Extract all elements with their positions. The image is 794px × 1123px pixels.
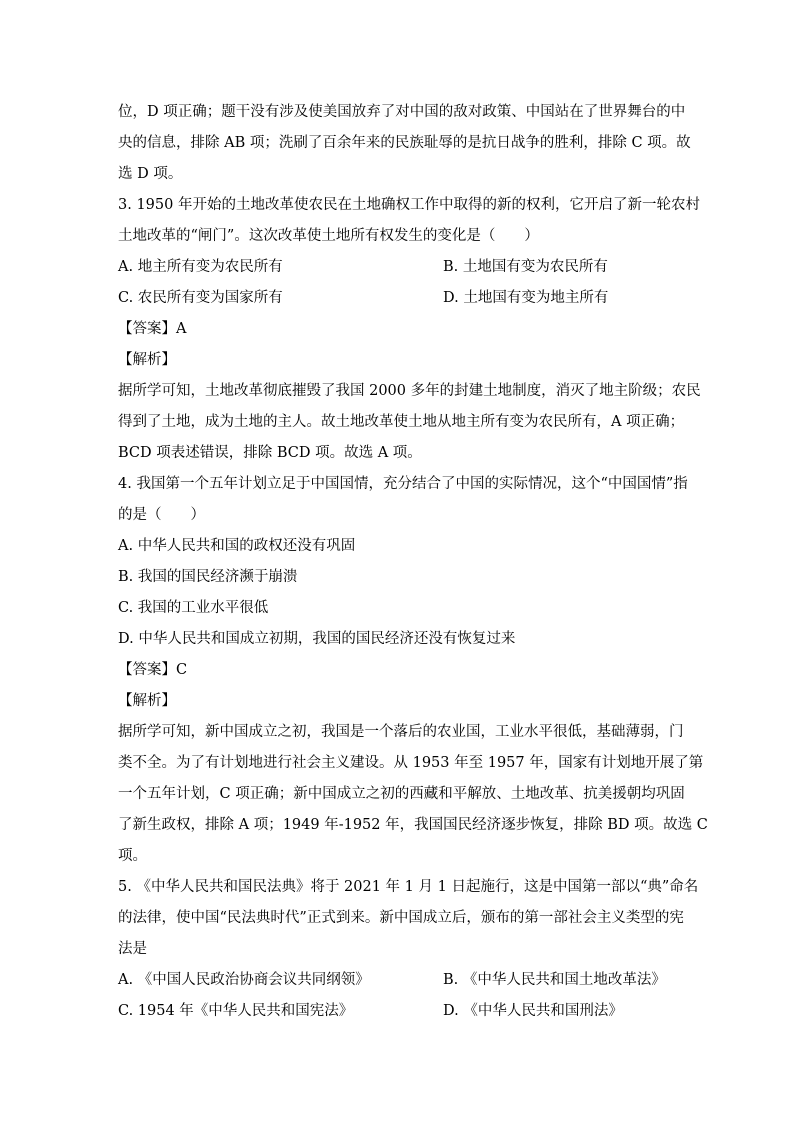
options-row [118,965,678,996]
options-row [118,283,678,314]
question-5 [118,872,699,1027]
analysis-label: 【解析】 [118,352,176,368]
analysis-line: 一个五年计划，C 项正确；新中国成立之初的西藏和平解放、土地改革、抗美援朝均巩固 [118,786,685,802]
question-stem-line: 4. 我国第一个五年计划立足于中国国情，充分结合了中国的实际情况，这个“中国国情”指 [118,476,688,492]
document-page [118,97,708,1027]
question-stem-line: 5. 《中华人民共和国民法典》将于 2021 年 1 月 1 日起施行，这是中国第一部以“典”命名 [118,879,699,895]
question-4 [118,469,708,872]
option-a: A. 中华人民共和国的政权还没有巩固 [118,538,356,554]
option-b: B. 我国的国民经济濒于崩溃 [118,569,298,585]
option-a: A. 《中国人民政治协商会议共同纲领》 [118,972,370,988]
question-stem-line: 土地改革的“闸门”。这次改革使土地所有权发生的变化是（ ） [118,228,539,244]
answer-label: 【答案】C [118,662,188,678]
option-b: B. 土地国有变为农民所有 [443,259,608,275]
answer-label: 【答案】A [118,321,187,337]
question-stem-line: 3. 1950 年开始的土地改革使农民在土地确权工作中取得的新的权利，它开启了新一轮农村 [118,197,700,213]
option-d: D. 土地国有变为地主所有 [443,290,609,306]
text-line: 选 D 项。 [118,166,183,182]
option-d: D. 中华人民共和国成立初期，我国的国民经济还没有恢复过来 [118,631,516,647]
option-b: B. 《中华人民共和国土地改革法》 [443,972,666,988]
question-stem-line: 的是（ ） [118,507,205,523]
previous-analysis-continuation [118,97,691,190]
analysis-line: 了新生政权，排除 A 项；1949 年-1952 年，我国国民经济逐步恢复，排除 BD 项。故选 C [118,817,708,833]
analysis-line: 项。 [118,848,147,864]
analysis-line: 类不全。为了有计划地进行社会主义建设。从 1953 年至 1957 年，国家有计划地开展了第 [118,755,704,771]
analysis-line: 据所学可知，土地改革彻底摧毁了我国 2000 多年的封建土地制度，消灭了地主阶级；农民 [118,383,701,399]
analysis-label: 【解析】 [118,693,176,709]
question-stem-line: 的法律，使中国“民法典时代”正式到来。新中国成立后，颁布的第一部社会主义类型的宪 [118,910,684,926]
text-line: 央的信息，排除 AB 项；洗刷了百余年来的民族耻辱的是抗日战争的胜利，排除 C 项。故 [118,135,691,151]
option-c: C. 我国的工业水平很低 [118,600,269,616]
options-row [118,996,678,1027]
option-c: C. 农民所有变为国家所有 [118,290,283,306]
analysis-line: 得到了土地，成为土地的主人。故土地改革使土地从地主所有变为农民所有，A 项正确； [118,414,685,430]
question-stem-line: 法是 [118,941,147,957]
option-c: C. 1954 年《中华人民共和国宪法》 [118,1003,354,1019]
question-3 [118,190,701,469]
text-line: 位，D 项正确；题干没有涉及使美国放弃了对中国的敌对政策、中国站在了世界舞台的中 [118,104,686,120]
analysis-line: 据所学可知，新中国成立之初，我国是一个落后的农业国，工业水平很低，基础薄弱，门 [118,724,684,740]
options-row [118,252,678,283]
analysis-line: BCD 项表述错误，排除 BCD 项。故选 A 项。 [118,445,422,461]
option-d: D. 《中华人民共和国刑法》 [443,1003,623,1019]
option-a: A. 地主所有变为农民所有 [118,259,283,275]
